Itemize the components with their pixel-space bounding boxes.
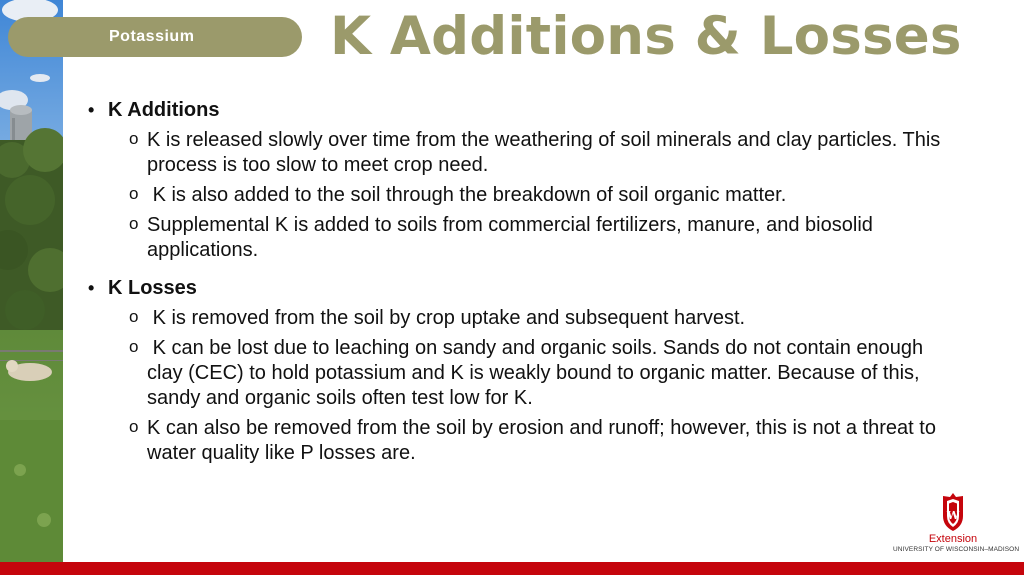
list-item (88, 416, 948, 466)
section-heading-text: K Losses (108, 277, 197, 299)
bullet-dot: • (88, 100, 95, 120)
list-item (88, 306, 948, 331)
section-k-additions (88, 97, 948, 263)
list-item-text: Supplemental K is added to soils from commercial fertilizers, manure, and biosolid applications. (147, 214, 873, 261)
list-item-text: K is released slowly over time from the weathering of soil minerals and clay particles. This process is too slow to meet crop need. (147, 129, 941, 176)
list-item (88, 183, 948, 208)
sub-bullet: o (129, 129, 139, 148)
section-tag-pill (8, 17, 302, 57)
sub-bullet: o (129, 337, 139, 356)
list-item (88, 213, 948, 263)
logo-wordmark: Extension (928, 533, 978, 545)
section-heading (88, 97, 948, 124)
bullet-dot: • (88, 278, 95, 298)
sub-bullet: o (129, 307, 139, 326)
uw-crest-icon (939, 492, 967, 532)
list-item-text: K can also be removed from the soil by erosion and runoff; however, this is not a threat to water quality like P losses are. (147, 417, 936, 464)
farm-photo-strip (0, 0, 63, 562)
list-item (88, 128, 948, 178)
sub-bullet: o (129, 417, 139, 436)
section-tag-label: Potassium (109, 28, 195, 45)
slide-content (88, 97, 948, 475)
sub-bullet: o (129, 214, 139, 233)
footer-red-bar (0, 562, 1024, 575)
page-title: K Additions & Losses (330, 6, 962, 67)
list-item (88, 336, 948, 411)
uw-extension-logo (893, 492, 1020, 558)
sub-bullet: o (129, 184, 139, 203)
farm-landscape-image (0, 0, 63, 562)
crest-letter: W (946, 509, 960, 522)
logo-subtitle: UNIVERSITY OF WISCONSIN–MADISON (893, 546, 1020, 553)
section-k-losses (88, 275, 948, 466)
section-heading (88, 275, 948, 302)
list-item-text: K is removed from the soil by crop uptake and subsequent harvest. (147, 307, 746, 329)
section-heading-text: K Additions (108, 99, 220, 121)
list-item-text: K can be lost due to leaching on sandy and organic soils. Sands do not contain enough clay (CEC) to hold potassium and K is weakly bound to organic matter. Because of this, sandy and organic soils often test low for K. (147, 337, 929, 409)
list-item-text: K is also added to the soil through the breakdown of soil organic matter. (147, 184, 787, 206)
